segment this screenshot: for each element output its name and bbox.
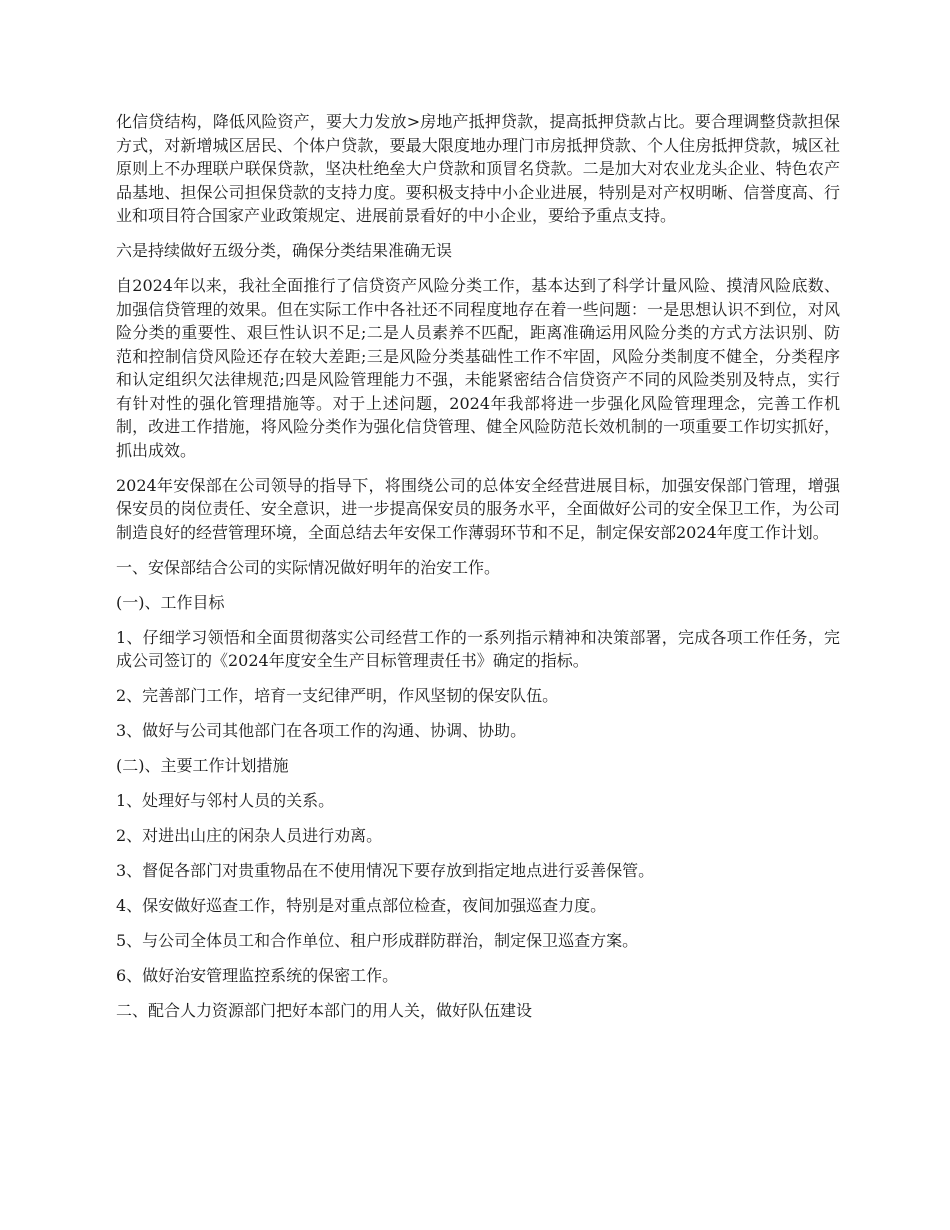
paragraph-measure-2: 2、对进出山庄的闲杂人员进行劝离。 bbox=[116, 826, 383, 845]
paragraph-risk-classification: 自2024年以来，我社全面推行了信贷资产风险分类工作，基本达到了科学计量风险、摸清风险底数、加强信贷管理的效果。但在实际工作中各社还不同程度地存在着一些问题：一是思想认识不到位，对风险分类的重要性、艰巨性认识不足;二是人员素养不匹配，距离准确运用风险分类的方式方法识别、防范和控制信贷风险还存在较大差距;三是风险分类基础性工作不牢固，风险分类制度不健全，分类程序和认定组织欠法律规范;四是风险管理能力不强，未能紧密结合信贷资产不同的风险类别及特点，实行有针对性的强化管理措施等。对于上述问题，2024年我部将进一步强化风险管理理念，完善工作机制，改进工作措施，将风险分类作为强化信贷管理、健全风险防范长效机制的一项重要工作切实抓好，抓出成效。 bbox=[116, 276, 840, 460]
paragraph-measure-3: 3、督促各部门对贵重物品在不使用情况下要存放到指定地点进行妥善保管。 bbox=[116, 861, 655, 880]
paragraph-measure-4: 4、保安做好巡查工作，特别是对重点部位检查，夜间加强巡查力度。 bbox=[116, 896, 607, 915]
document-page bbox=[116, 110, 840, 1034]
paragraph-heading-work-goals: (一)、工作目标 bbox=[116, 592, 225, 612]
paragraph-heading-hr-team: 二、配合人力资源部门把好本部门的用人关，做好队伍建设 bbox=[116, 1001, 533, 1020]
paragraph-measure-1: 1、处理好与邻村人员的关系。 bbox=[116, 791, 335, 810]
paragraph-security-dept-intro: 2024年安保部在公司领导的指导下，将围绕公司的总体安全经营进展目标，加强安保部门管理，增强保安员的岗位责任、安全意识，进一步提高保安员的服务水平，全面做好公司的安全保卫工作，为公司制造良好的经营管理环境，全面总结去年安保工作薄弱环节和不足，制定保安部2024年度工作计划。 bbox=[116, 475, 840, 542]
paragraph-heading-work-measures: (二)、主要工作计划措施 bbox=[116, 756, 289, 775]
paragraph-measure-6: 6、做好治安管理监控系统的保密工作。 bbox=[116, 966, 399, 985]
paragraph-goal-1: 1、仔细学习领悟和全面贯彻落实公司经营工作的一系列指示精神和决策部署，完成各项工作任务，完成公司签订的《2024年度安全生产目标管理责任书》确定的指标。 bbox=[116, 627, 840, 670]
paragraph-heading-security-work: 一、安保部结合公司的实际情况做好明年的治安工作。 bbox=[116, 557, 501, 577]
paragraph-goal-2: 2、完善部门工作，培育一支纪律严明，作风坚韧的保安队伍。 bbox=[116, 686, 559, 705]
paragraph-measure-5: 5、与公司全体员工和合作单位、租户形成群防群治，制定保卫巡查方案。 bbox=[116, 931, 639, 950]
paragraph-credit-structure: 化信贷结构，降低风险资产，要大力发放>房地产抵押贷款，提高抵押贷款占比。要合理调整贷款担保方式，对新增城区居民、个体户贷款，要最大限度地办理门市房抵押贷款、个人住房抵押贷款，城区社原则上不办理联户联保贷款，坚决杜绝垒大户贷款和顶冒名贷款。二是加大对农业龙头企业、特色农产品基地、担保公司担保贷款的支持力度。要积极支持中小企业进展，特别是对产权明晰、信誉度高、行业和项目符合国家产业政策规定、进展前景看好的中小企业，要给予重点支持。 bbox=[116, 112, 840, 225]
paragraph-goal-3: 3、做好与公司其他部门在各项工作的沟通、协调、协助。 bbox=[116, 721, 527, 740]
paragraph-heading-five-level-classification: 六是持续做好五级分类，确保分类结果准确无误 bbox=[116, 241, 453, 260]
